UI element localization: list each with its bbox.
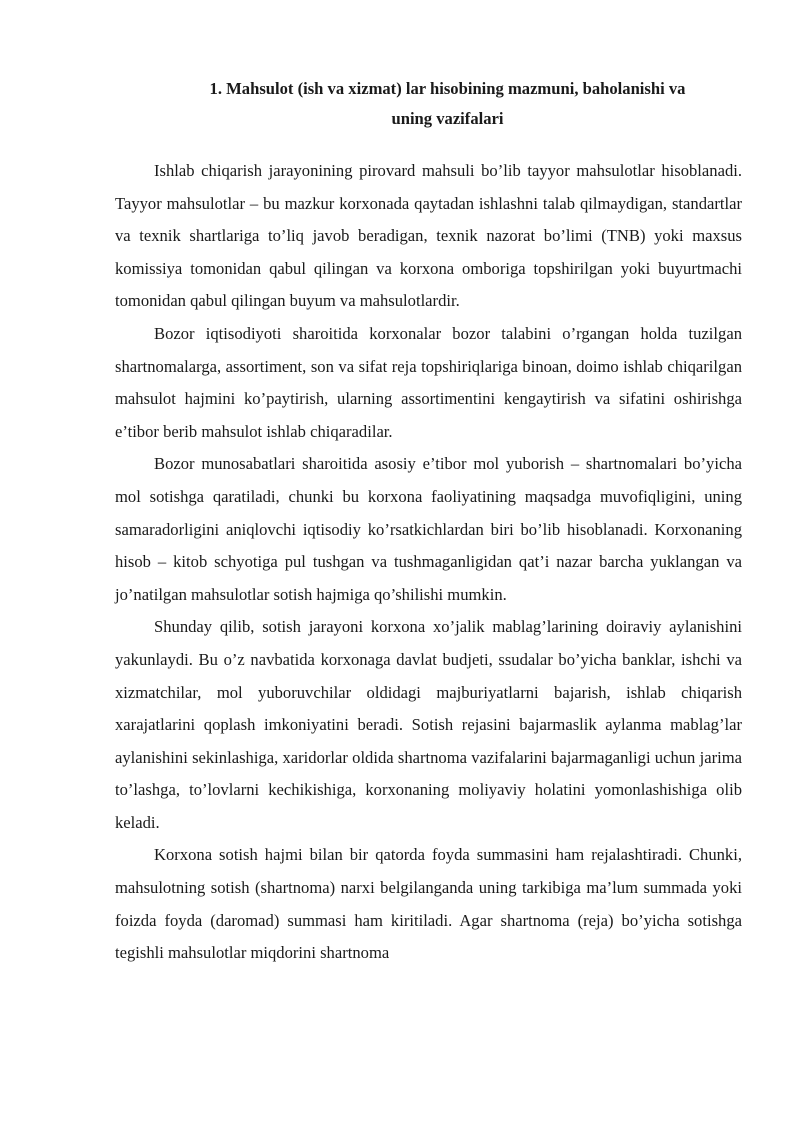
- paragraph-1: Ishlab chiqarish jarayonining pirovard mahsuli bo’lib tayyor mahsulotlar hisoblanadi. Tayyor mahsulotlar – bu mazkur korxonada qaytadan ishlashni talab qilmaydigan, standartlar va texnik shartlariga to’liq javob beradigan, texnik nazorat bo’limi (TNB) yoki maxsus komissiya tomonidan qabul qilingan va korxona omboriga topshirilgan yoki buyurtmachi tomonidan qabul qilingan buyum va mahsulotlardir.: [115, 161, 742, 311]
- document-body: [115, 155, 742, 970]
- paragraph-2: Bozor iqtisodiyoti sharoitida korxonalar bozor talabini o’rgangan holda tuzilgan shartnomalarga, assortiment, son va sifat reja topshiriqlariga binoan, doimo ishlab chiqarilgan mahsulot hajmini ko’paytirish, ularning assortimentini kengaytirish va sifatini oshirishga e’tibor berib mahsulot ishlab chiqaradilar.: [115, 323, 742, 441]
- section-title-line-1: 1. Mahsulot (ish va xizmat) lar hisobining mazmuni, baholanishi va: [209, 79, 686, 98]
- section-title-line-2: uning vazifalari: [391, 109, 504, 128]
- section-title: [115, 74, 742, 134]
- paragraph-3: Bozor munosabatlari sharoitida asosiy e’tibor mol yuborish – shartnomalari bo’yicha mol sotishga qaratiladi, chunki bu korxona faoliyatining maqsadga muvofiqligini, uning samaradorligini aniqlovchi iqtisodiy ko’rsatkichlardan biri bo’lib hisoblanadi. Korxonaning hisob – kitob schyotiga pul tushgan va tushmaganligidan qat’i nazar barcha yuklangan va jo’natilgan mahsulotlar sotish hajmiga qo’shilishi mumkin.: [115, 454, 742, 604]
- paragraph-4: Shunday qilib, sotish jarayoni korxona xo’jalik mablag’larining doiraviy aylanishini yakunlaydi. Bu o’z navbatida korxonaga davlat budjeti, ssudalar bo’yicha banklar, ishchi va xizmatchilar, mol yuboruvchilar oldidagi majburiyatlarni bajarish, ishlab chiqarish xarajatlarini qoplash imkoniyatini beradi. Sotish rejasini bajarmaslik aylanma mablag’lar aylanishini sekinlashiga, xaridorlar oldida shartnoma vazifalarini bajarmaganligi uchun jarima to’lashga, to’lovlarni kechikishiga, korxonaning moliyaviy holatini yomonlashishiga olib keladi.: [115, 617, 742, 832]
- paragraph-5: Korxona sotish hajmi bilan bir qatorda foyda summasini ham rejalashtiradi. Chunki, mahsulotning sotish (shartnoma) narxi belgilanganda uning tarkibiga ma’lum summada yoki foizda foyda (daromad) summasi ham kiritiladi. Agar shartnoma (reja) bo’yicha sotishga tegishli mahsulotlar miqdorini shartnoma: [115, 845, 742, 963]
- document-page: [115, 74, 742, 970]
